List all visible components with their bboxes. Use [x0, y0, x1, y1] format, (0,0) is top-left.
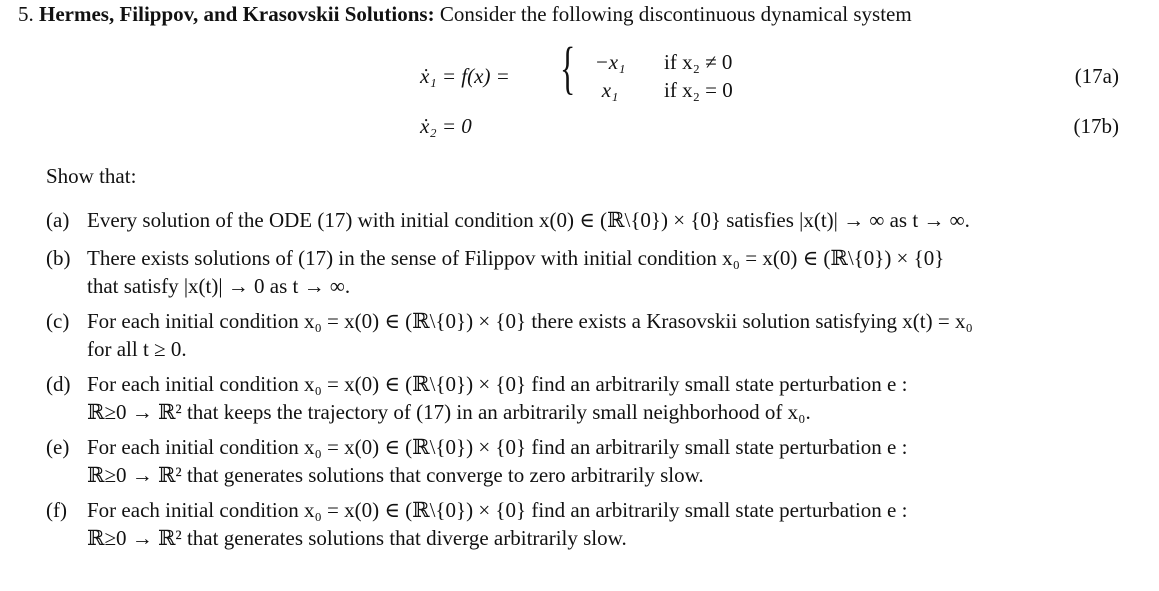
item-line: ℝ≥0 → ℝ² that generates solutions that converge to zero arbitrarily slow.	[87, 463, 704, 487]
case-2-value: x₁	[601, 78, 619, 102]
problem-heading	[18, 0, 912, 28]
item-label: (e)	[46, 435, 70, 459]
item-line: For each initial condition x₀ = x(0) ∈ (ℝ\{0}) × {0} find an arbitrarily small state perturbation e :	[87, 498, 908, 522]
item-line: that satisfy |x(t)| → 0 as t → ∞.	[87, 274, 351, 298]
show-that-label: Show that:	[46, 164, 137, 188]
item-line: For each initial condition x₀ = x(0) ∈ (ℝ\{0}) × {0} there exists a Krasovskii solution satisfying x(t) = x₀	[87, 309, 973, 333]
item-line: For each initial condition x₀ = x(0) ∈ (ℝ\{0}) × {0} find an arbitrarily small state perturbation e :	[87, 372, 908, 396]
item-line: There exists solutions of (17) in the sense of Filippov with initial condition x₀ = x(0) ∈ (ℝ\{0}) × {0}	[87, 246, 945, 270]
equation-17a-tag: (17a)	[1074, 64, 1119, 88]
problem-number: 5.	[18, 2, 34, 26]
item-line: for all t ≥ 0.	[87, 337, 187, 361]
equation-17b-tag: (17b)	[1073, 114, 1119, 138]
case-1-condition: if x₂ ≠ 0	[664, 50, 733, 74]
case-2-condition: if x₂ = 0	[664, 78, 733, 102]
item-label: (a)	[46, 208, 70, 232]
item-line: For each initial condition x₀ = x(0) ∈ (ℝ\{0}) × {0} find an arbitrarily small state perturbation e :	[87, 435, 908, 459]
item-line: ℝ≥0 → ℝ² that keeps the trajectory of (17) in an arbitrarily small neighborhood of x₀.	[87, 400, 811, 424]
left-brace-icon: {	[560, 35, 576, 100]
equation-17a-lhs: ẋ₁ = f(x) =	[420, 64, 510, 88]
item-line: ℝ≥0 → ℝ² that generates solutions that diverge arbitrarily slow.	[87, 526, 627, 550]
item-label: (f)	[46, 498, 67, 522]
equation-17b: ẋ₂ = 0	[420, 114, 472, 138]
problem-intro: Consider the following discontinuous dynamical system	[439, 2, 912, 26]
item-label: (d)	[46, 372, 71, 396]
item-label: (c)	[46, 309, 70, 333]
problem-title: Hermes, Filippov, and Krasovskii Solutions:	[39, 2, 435, 26]
item-label: (b)	[46, 246, 71, 270]
item-line: Every solution of the ODE (17) with initial condition x(0) ∈ (ℝ\{0}) × {0} satisfies |x(t)| → ∞ as t → ∞.	[87, 208, 970, 232]
case-1-value: −x₁	[594, 50, 626, 74]
